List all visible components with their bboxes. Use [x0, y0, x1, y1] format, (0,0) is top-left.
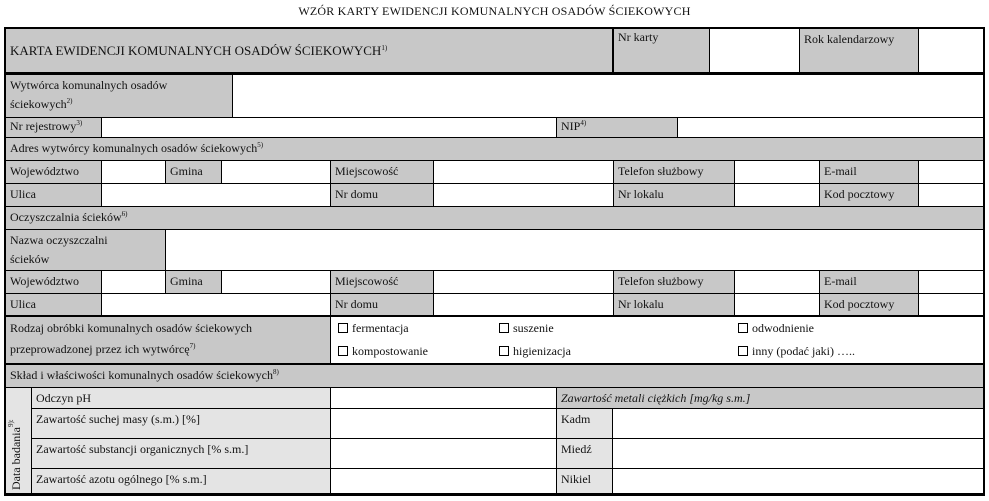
- plant-section-text: Oczyszczalnia ścieków: [10, 210, 122, 224]
- producer-voivodeship-field[interactable]: [101, 160, 166, 184]
- option-fermentation[interactable]: [334, 320, 484, 337]
- producer-phone-label: Telefon służbowy: [613, 160, 735, 184]
- treatment-label-line2: przeprowadzonej przez ich wytwórcę: [10, 342, 190, 356]
- producer-street-field[interactable]: [101, 183, 331, 207]
- checkbox-icon[interactable]: [338, 323, 348, 333]
- producer-commune-field[interactable]: [221, 160, 331, 184]
- producer-address-section-note: 5): [257, 141, 264, 149]
- plant-voivodeship-label: Województwo: [5, 270, 102, 294]
- option-other-label: inny (podać jaki) …..: [752, 344, 855, 358]
- study-date-label-note: 9):: [7, 419, 15, 428]
- reg-number-field[interactable]: [101, 117, 557, 138]
- producer-address-section: [5, 137, 984, 161]
- treatment-label: [5, 316, 331, 364]
- plant-locality-field[interactable]: [433, 270, 614, 294]
- study-date-label-text: Data badania: [9, 427, 23, 490]
- reg-number-label-text: Nr rejestrowy: [10, 119, 77, 133]
- organic-matter-field[interactable]: [330, 438, 557, 469]
- plant-phone-field[interactable]: [734, 270, 820, 294]
- plant-commune-field[interactable]: [221, 270, 331, 294]
- option-drying-label: suszenie: [513, 321, 554, 335]
- plant-locality-label: Miejscowość: [330, 270, 434, 294]
- option-drying[interactable]: [495, 320, 645, 337]
- producer-label-text: Wytwórca komunalnych osadów ściekowych: [10, 78, 168, 111]
- copper-label: Miedź: [556, 438, 613, 469]
- option-composting[interactable]: [334, 343, 484, 360]
- plant-street-label: Ulica: [5, 293, 102, 317]
- plant-commune-label: Gmina: [165, 270, 222, 294]
- metals-header: Zawartość metali ciężkich [mg/kg s.m.]: [556, 387, 984, 409]
- checkbox-icon[interactable]: [499, 323, 509, 333]
- producer-street-label: Ulica: [5, 183, 102, 207]
- plant-name-field[interactable]: [165, 229, 984, 271]
- plant-house-no-label: Nr domu: [330, 293, 434, 317]
- producer-flat-no-label: Nr lokalu: [613, 183, 735, 207]
- producer-voivodeship-label: Województwo: [5, 160, 102, 184]
- ph-label: Odczyn pH: [31, 387, 331, 409]
- nip-label: [556, 117, 678, 138]
- nickel-label: Nikiel: [556, 468, 613, 494]
- option-dewatering[interactable]: [734, 320, 924, 337]
- plant-voivodeship-field[interactable]: [101, 270, 166, 294]
- producer-label-note: 2): [66, 97, 73, 105]
- composition-section-note: 8): [272, 368, 279, 376]
- card-title: [5, 28, 614, 74]
- plant-name-label: Nazwa oczyszczalni ścieków: [5, 229, 166, 271]
- treatment-label-line1: Rodzaj obróbki komunalnych osadów ściekowych: [10, 321, 252, 335]
- plant-email-label: E-mail: [819, 270, 919, 294]
- producer-postal-code-field[interactable]: [918, 183, 984, 207]
- plant-postal-code-label: Kod pocztowy: [819, 293, 919, 317]
- plant-flat-no-label: Nr lokalu: [613, 293, 735, 317]
- organic-matter-label: Zawartość substancji organicznych [% s.m.]: [31, 438, 331, 469]
- option-composting-label: kompostowanie: [352, 344, 428, 358]
- producer-address-section-text: Adres wytwórcy komunalnych osadów ściekowych: [10, 141, 258, 155]
- nip-label-text: NIP: [561, 119, 581, 133]
- year-label: Rok kalendarzowy: [799, 28, 919, 74]
- option-other[interactable]: [734, 343, 934, 360]
- producer-email-label: E-mail: [819, 160, 919, 184]
- dry-mass-field[interactable]: [330, 408, 557, 439]
- composition-section: [5, 364, 984, 388]
- reg-number-label-note: 3): [76, 119, 83, 127]
- producer-email-field[interactable]: [918, 160, 984, 184]
- producer-house-no-label: Nr domu: [330, 183, 434, 207]
- treatment-label-note: 7): [189, 342, 196, 350]
- option-hygienization-label: higienizacja: [513, 344, 571, 358]
- option-hygienization[interactable]: [495, 343, 645, 360]
- plant-street-field[interactable]: [101, 293, 331, 317]
- nip-label-note: 4): [580, 119, 587, 127]
- producer-phone-field[interactable]: [734, 160, 820, 184]
- nickel-field[interactable]: [612, 468, 984, 494]
- producer-flat-no-field[interactable]: [734, 183, 820, 207]
- reg-number-label: [5, 117, 102, 138]
- producer-commune-label: Gmina: [165, 160, 222, 184]
- checkbox-icon[interactable]: [738, 323, 748, 333]
- producer-house-no-field[interactable]: [433, 183, 614, 207]
- card-title-note: 1): [381, 44, 388, 52]
- producer-locality-label: Miejscowość: [330, 160, 434, 184]
- cadmium-field[interactable]: [612, 408, 984, 439]
- checkbox-icon[interactable]: [738, 346, 748, 356]
- dry-mass-label: Zawartość suchej masy (s.m.) [%]: [31, 408, 331, 439]
- plant-postal-code-field[interactable]: [918, 293, 984, 317]
- plant-phone-label: Telefon służbowy: [613, 270, 735, 294]
- checkbox-icon[interactable]: [499, 346, 509, 356]
- card-title-text: KARTA EWIDENCJI KOMUNALNYCH OSADÓW ŚCIEKOWYCH: [10, 43, 382, 58]
- producer-locality-field[interactable]: [433, 160, 614, 184]
- total-nitrogen-field[interactable]: [330, 468, 557, 494]
- card-number-field[interactable]: [709, 28, 800, 74]
- page-title: WZÓR KARTY EWIDENCJI KOMUNALNYCH OSADÓW ŚCIEKOWYCH: [298, 4, 691, 18]
- plant-section-note: 6): [121, 210, 128, 218]
- copper-field[interactable]: [612, 438, 984, 469]
- producer-field[interactable]: [232, 73, 984, 118]
- year-field[interactable]: [918, 28, 984, 74]
- option-dewatering-label: odwodnienie: [752, 321, 814, 335]
- plant-email-field[interactable]: [918, 270, 984, 294]
- checkbox-icon[interactable]: [338, 346, 348, 356]
- producer-label: [5, 73, 233, 118]
- option-fermentation-label: fermentacja: [352, 321, 409, 335]
- study-date-label: [9, 402, 24, 490]
- plant-flat-no-field[interactable]: [734, 293, 820, 317]
- total-nitrogen-label: Zawartość azotu ogólnego [% s.m.]: [31, 468, 331, 494]
- plant-section: [5, 206, 984, 230]
- plant-house-no-field[interactable]: [433, 293, 614, 317]
- card-number-label: Nr karty: [613, 28, 710, 74]
- ph-field[interactable]: [330, 387, 557, 409]
- producer-postal-code-label: Kod pocztowy: [819, 183, 919, 207]
- composition-section-text: Skład i właściwości komunalnych osadów ściekowych: [10, 368, 273, 382]
- nip-field[interactable]: [677, 117, 984, 138]
- cadmium-label: Kadm: [556, 408, 613, 439]
